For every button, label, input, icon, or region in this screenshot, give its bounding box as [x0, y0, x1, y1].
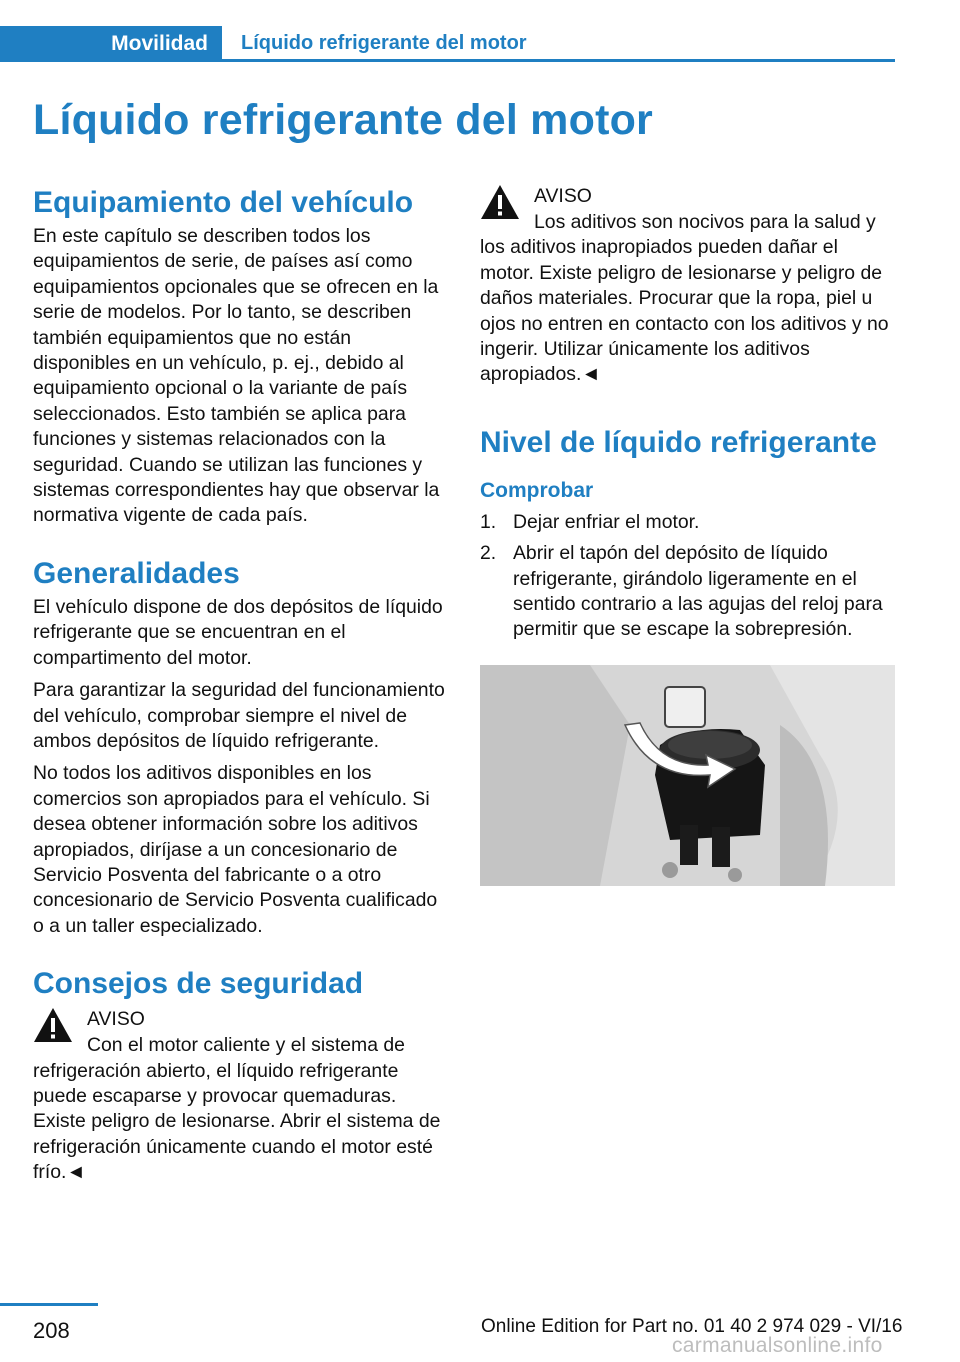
general-section: [33, 553, 449, 939]
safety-warning-text: Con el motor caliente y el sistema de refrigeración abierto, el líquido refrigerante puede escaparse y provocar quemaduras. Existe peligro de lesionarse. Abrir el sistema de refrigeración únicamente cuando el motor esté frío.◄: [33, 1034, 441, 1184]
right-column: [480, 182, 896, 886]
additives-warning: [480, 182, 896, 388]
section-tab[interactable]: Movilidad: [0, 26, 222, 62]
steps-list: [480, 510, 896, 643]
safety-warning-title: AVISO: [87, 1008, 145, 1031]
watermark: carmanualsonline.info: [672, 1334, 883, 1357]
safety-heading: Consejos de seguridad: [33, 967, 364, 1001]
warning-triangle-icon: [33, 1007, 73, 1043]
step-text: Abrir el tapón del depósito de líquido refrigerante, girándolo ligeramente en el sentido contrario a las agujas del reloj para permitir que se escape la sobrepresión.: [513, 542, 883, 641]
coolant-reservoir-photo: [480, 665, 895, 886]
header-rule: [0, 59, 895, 62]
check-heading: Comprobar: [480, 478, 594, 502]
page-number: 208: [33, 1318, 70, 1343]
additives-warning-text: Los aditivos son nocivos para la salud y los aditivos inapropiados pueden dañar el motor. Existe peligro de lesionarse y peligro de daños materiales. Procurar que la ropa, piel u ojos no entren en contacto con los aditivos y no ingerir. Utilizar únicamente los aditivos apropiados.◄: [480, 211, 889, 386]
safety-warning: [33, 1005, 449, 1185]
step-number: 1.: [480, 510, 497, 533]
step-text: Dejar enfriar el motor.: [513, 510, 700, 533]
safety-section: [33, 963, 449, 1185]
breadcrumb[interactable]: Líquido refrigerante del motor: [241, 32, 527, 54]
general-paragraph-1: El vehículo dispone de dos depósitos de líquido refrigerante que se encuentran en el compartimento del motor.: [33, 595, 443, 669]
header-bar: [0, 26, 895, 62]
level-heading: Nivel de líquido refrigerante: [480, 425, 877, 459]
equip-heading: Equipamiento del vehículo: [33, 186, 414, 219]
edition-note: Online Edition for Part no. 01 40 2 974 029 - VI/16: [481, 1316, 903, 1337]
footer-rule: [0, 1303, 98, 1306]
additives-warning-title: AVISO: [534, 185, 592, 207]
general-paragraph-2: Para garantizar la seguridad del funcionamiento del vehículo, comprobar siempre el nivel de ambos depósitos de líquido refrigerante.: [33, 679, 445, 752]
left-column: [33, 182, 449, 1186]
equip-text: En este capítulo se describen todos los equipamientos de serie, de países así como equipamientos opcionales que se ofrecen en la serie de modelos. Por lo tanto, se describen también equipamientos que no están disponibles en un vehículo, p. ej., debido al equipamiento opcional o la variante de país seleccionados. Esto también se aplica para funciones y sistemas relacionados con la seguridad. Cuando se utilizan las funciones y sistemas correspondientes hay que observar la normativa vigente de cada país.: [33, 225, 440, 527]
reservoir-illustration: [480, 665, 895, 886]
list-item: [480, 541, 896, 643]
general-heading: Generalidades: [33, 556, 240, 590]
general-paragraph-3: No todos los aditivos disponibles en los comercios son apropiados para el vehículo. Si desea obtener información sobre los aditivos apropiados, diríjase a un concesionario de Servicio Posventa del fabricante o a otro concesionario de Servicio Posventa cualificado o a un taller especializado.: [33, 762, 438, 937]
warning-triangle-icon: [480, 184, 520, 220]
page-title: Líquido refrigerante del motor: [33, 96, 653, 144]
list-item: [480, 510, 896, 535]
step-number: 2.: [480, 542, 497, 565]
level-section: [480, 422, 896, 886]
